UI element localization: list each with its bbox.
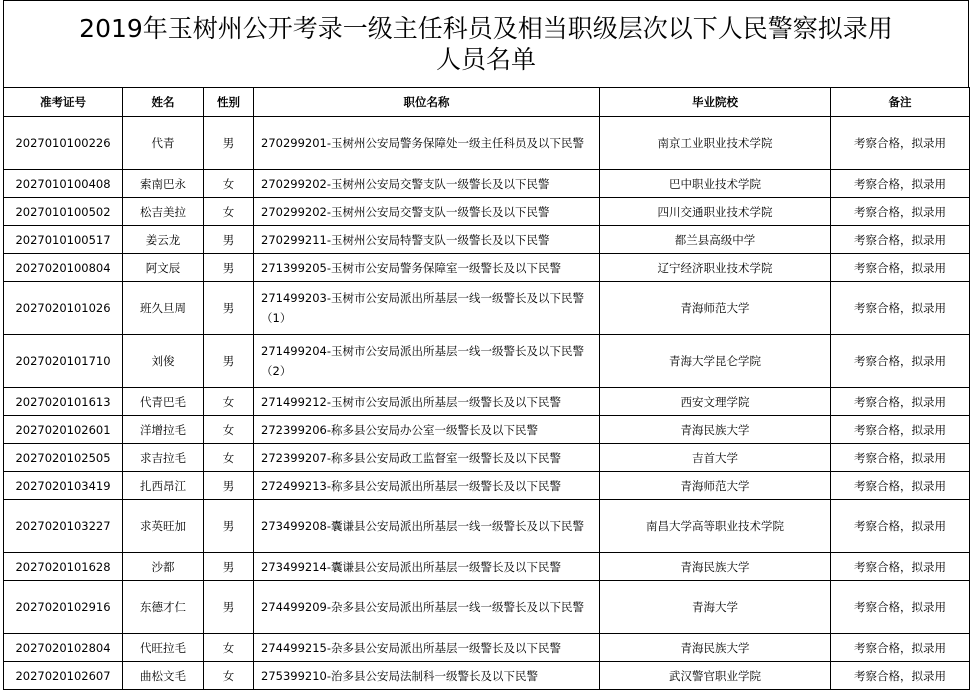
table-row [4,282,970,335]
table-header-row [4,88,970,117]
table-row [4,444,970,472]
candidates-table [3,87,970,690]
cell-remark: 考察合格，拟录用 [831,254,970,282]
cell-school: 南昌大学高等职业技术学院 [600,500,831,553]
cell-position: 273499214-囊谦县公安局派出所基层一级警长及以下民警 [254,553,600,581]
cell-name: 求英旺加 [123,500,204,553]
cell-gender: 女 [204,388,254,416]
table-row [4,581,970,634]
page-title-line2: 人员名单 [435,45,536,74]
cell-school: 南京工业职业技术学院 [600,117,831,170]
cell-exam-no: 2027020102804 [4,634,123,662]
cell-exam-no: 2027010100502 [4,198,123,226]
cell-school: 都兰县高级中学 [600,226,831,254]
cell-gender: 女 [204,444,254,472]
cell-remark: 考察合格，拟录用 [831,500,970,553]
cell-gender: 女 [204,198,254,226]
cell-school: 青海大学 [600,581,831,634]
cell-school: 巴中职业技术学院 [600,170,831,198]
cell-school: 青海师范大学 [600,282,831,335]
cell-name: 扎西昂江 [123,472,204,500]
cell-remark: 考察合格，拟录用 [831,553,970,581]
cell-exam-no: 2027020103227 [4,500,123,553]
table-row [4,416,970,444]
cell-exam-no: 2027020101710 [4,335,123,388]
table-row [4,662,970,690]
cell-school: 西安文理学院 [600,388,831,416]
cell-exam-no: 2027020101628 [4,553,123,581]
cell-name: 代青 [123,117,204,170]
cell-position: 272499213-称多县公安局派出所基层一级警长及以下民警 [254,472,600,500]
cell-position: 273499208-囊谦县公安局派出所基层一线一级警长及以下民警 [254,500,600,553]
cell-gender: 男 [204,335,254,388]
cell-position: 275399210-治多县公安局法制科一级警长及以下民警 [254,662,600,690]
cell-gender: 男 [204,472,254,500]
cell-position: 270299201-玉树州公安局警务保障处一级主任科员及以下民警 [254,117,600,170]
cell-exam-no: 2027020102916 [4,581,123,634]
cell-gender: 女 [204,170,254,198]
cell-exam-no: 2027020102601 [4,416,123,444]
cell-gender: 女 [204,662,254,690]
table-row [4,198,970,226]
cell-position: 274499215-杂多县公安局派出所基层一级警长及以下民警 [254,634,600,662]
cell-gender: 男 [204,581,254,634]
table-row [4,500,970,553]
cell-exam-no: 2027010100408 [4,170,123,198]
cell-position: 274499209-杂多县公安局派出所基层一线一级警长及以下民警 [254,581,600,634]
cell-position: 271499204-玉树市公安局派出所基层一线一级警长及以下民警（2） [254,335,600,388]
table-row [4,117,970,170]
cell-exam-no: 2027020101613 [4,388,123,416]
table-row [4,634,970,662]
header-remark: 备注 [831,88,970,117]
cell-name: 姜云龙 [123,226,204,254]
cell-gender: 男 [204,254,254,282]
cell-remark: 考察合格，拟录用 [831,581,970,634]
cell-name: 索南巴永 [123,170,204,198]
cell-position: 271399205-玉树市公安局警务保障室一级警长及以下民警 [254,254,600,282]
cell-school: 辽宁经济职业技术学院 [600,254,831,282]
cell-name: 曲松文毛 [123,662,204,690]
cell-exam-no: 2027020103419 [4,472,123,500]
cell-remark: 考察合格，拟录用 [831,335,970,388]
cell-position: 272399206-称多县公安局办公室一级警长及以下民警 [254,416,600,444]
header-gender: 性别 [204,88,254,117]
cell-name: 洋增拉毛 [123,416,204,444]
cell-remark: 考察合格，拟录用 [831,416,970,444]
cell-position: 271499203-玉树市公安局派出所基层一线一级警长及以下民警（1） [254,282,600,335]
table-row [4,335,970,388]
cell-name: 沙都 [123,553,204,581]
cell-exam-no: 2027020100804 [4,254,123,282]
cell-exam-no: 2027020102607 [4,662,123,690]
cell-school: 四川交通职业技术学院 [600,198,831,226]
table-row [4,254,970,282]
cell-gender: 男 [204,282,254,335]
page-title-line1: 2019年玉树州公开考录一级主任科员及相当职级层次以下人民警察拟录用 [79,14,893,43]
cell-gender: 男 [204,500,254,553]
cell-position: 271499212-玉树市公安局派出所基层一级警长及以下民警 [254,388,600,416]
cell-school: 青海民族大学 [600,416,831,444]
table-row [4,553,970,581]
cell-exam-no: 2027020102505 [4,444,123,472]
cell-gender: 女 [204,634,254,662]
table-row [4,388,970,416]
cell-name: 阿文辰 [123,254,204,282]
cell-school: 吉首大学 [600,444,831,472]
cell-position: 270299202-玉树州公安局交警支队一级警长及以下民警 [254,170,600,198]
cell-remark: 考察合格，拟录用 [831,117,970,170]
cell-remark: 考察合格，拟录用 [831,634,970,662]
cell-remark: 考察合格，拟录用 [831,472,970,500]
cell-school: 青海大学昆仑学院 [600,335,831,388]
cell-name: 东德才仁 [123,581,204,634]
cell-gender: 男 [204,117,254,170]
document-sheet [3,0,969,690]
header-name: 姓名 [123,88,204,117]
cell-remark: 考察合格，拟录用 [831,282,970,335]
cell-name: 班久旦周 [123,282,204,335]
cell-name: 代青巴毛 [123,388,204,416]
cell-position: 272399207-称多县公安局政工监督室一级警长及以下民警 [254,444,600,472]
cell-position: 270299202-玉树州公安局交警支队一级警长及以下民警 [254,198,600,226]
table-body [4,117,970,690]
cell-name: 求吉拉毛 [123,444,204,472]
cell-remark: 考察合格，拟录用 [831,198,970,226]
cell-remark: 考察合格，拟录用 [831,226,970,254]
cell-school: 青海师范大学 [600,472,831,500]
cell-name: 松吉美拉 [123,198,204,226]
header-exam-no: 准考证号 [4,88,123,117]
table-row [4,170,970,198]
cell-exam-no: 2027010100517 [4,226,123,254]
cell-school: 青海民族大学 [600,553,831,581]
cell-exam-no: 2027020101026 [4,282,123,335]
cell-position: 270299211-玉树州公安局特警支队一级警长及以下民警 [254,226,600,254]
table-row [4,226,970,254]
table-row [4,472,970,500]
cell-remark: 考察合格，拟录用 [831,444,970,472]
header-school: 毕业院校 [600,88,831,117]
cell-remark: 考察合格，拟录用 [831,388,970,416]
cell-school: 武汉警官职业学院 [600,662,831,690]
cell-name: 刘俊 [123,335,204,388]
cell-name: 代旺拉毛 [123,634,204,662]
cell-school: 青海民族大学 [600,634,831,662]
title-box [3,0,969,87]
cell-remark: 考察合格，拟录用 [831,662,970,690]
header-position: 职位名称 [254,88,600,117]
cell-gender: 女 [204,416,254,444]
cell-exam-no: 2027010100226 [4,117,123,170]
cell-gender: 男 [204,226,254,254]
cell-gender: 男 [204,553,254,581]
cell-remark: 考察合格，拟录用 [831,170,970,198]
